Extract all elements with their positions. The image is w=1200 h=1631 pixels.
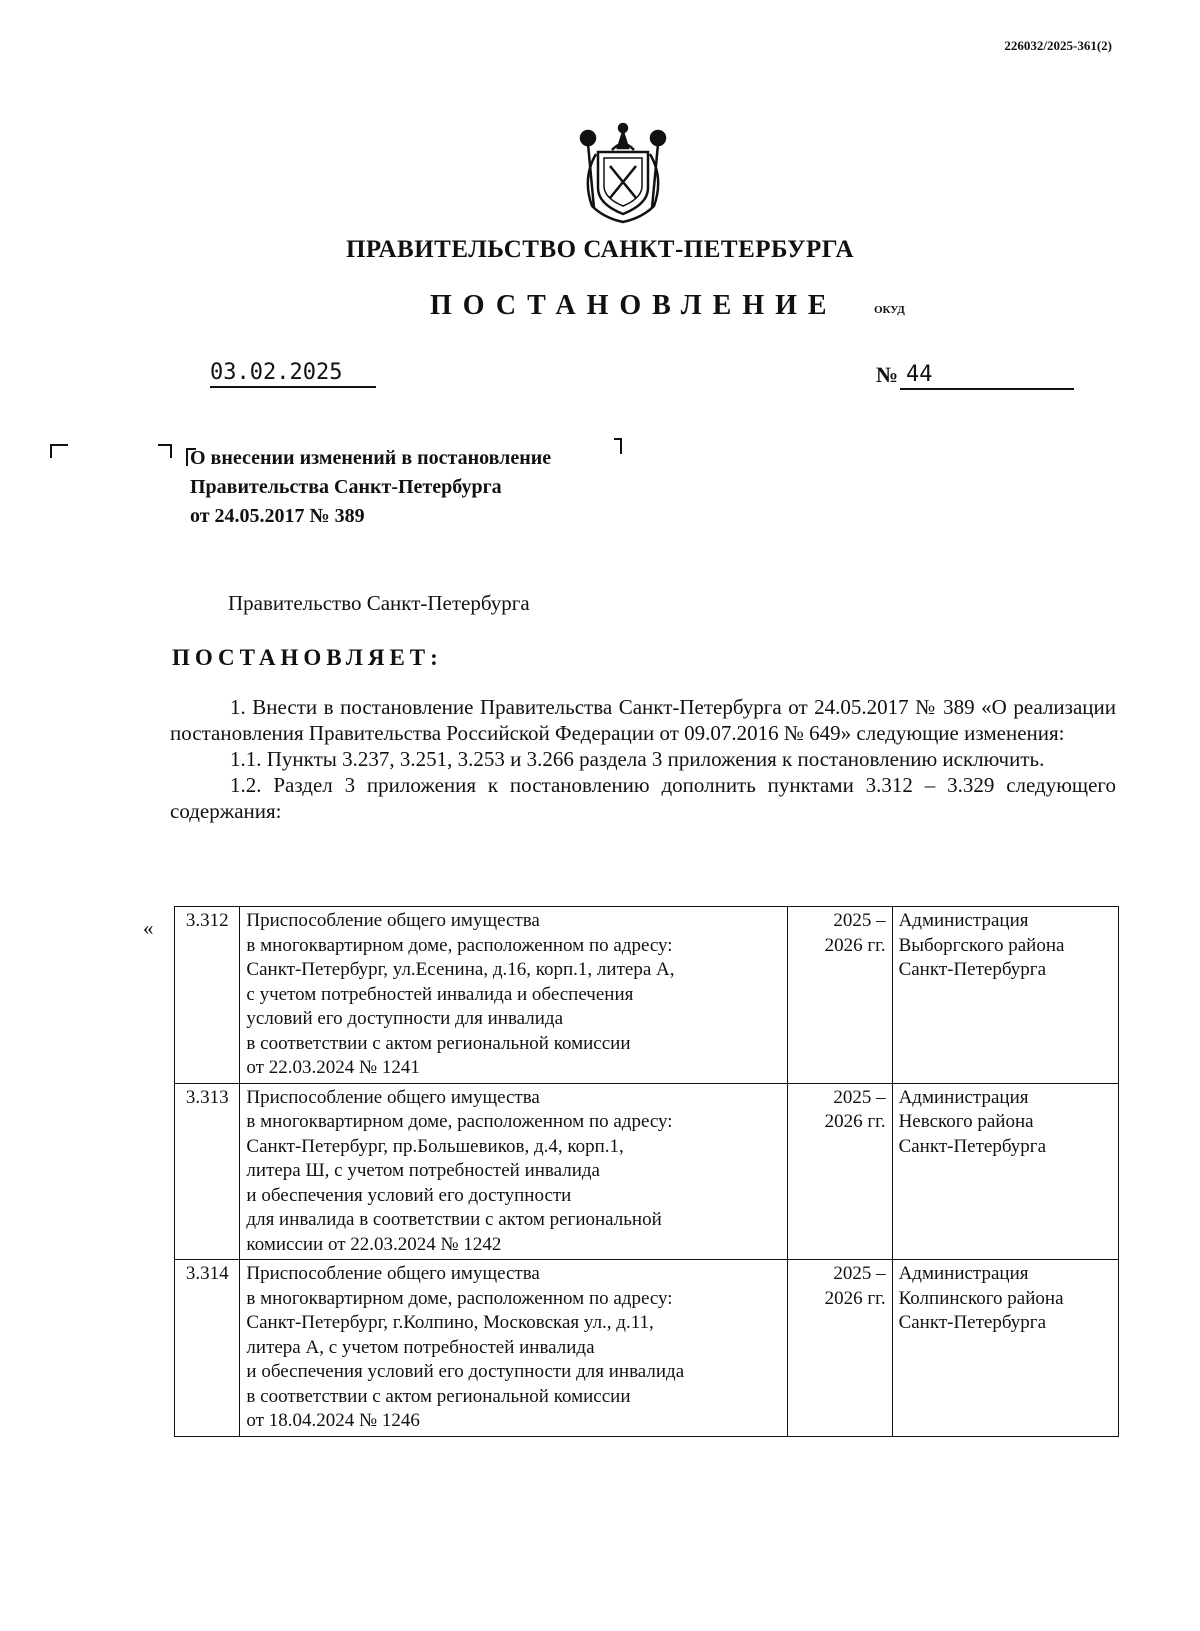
- document-subject: [190, 444, 551, 531]
- executor-line: Администрация: [898, 1263, 1029, 1284]
- item-period: [787, 1083, 892, 1260]
- document-type-title: ПОСТАНОВЛЕНИЕ: [430, 290, 838, 321]
- document-date: 03.02.2025: [210, 360, 376, 388]
- period-line: 2026 гг.: [824, 1287, 886, 1309]
- subject-line: Правительства Санкт-Петербурга: [190, 476, 502, 498]
- description-line: в многоквартирном доме, расположенном по адресу:: [246, 1111, 673, 1132]
- executor-line: Санкт-Петербурга: [898, 1312, 1047, 1333]
- table-row: [175, 1083, 1119, 1260]
- table-row: [175, 907, 1119, 1084]
- description-line: Санкт-Петербург, ул.Есенина, д.16, корп.1, литера А,: [246, 959, 675, 980]
- body-paragraph: 1.2. Раздел 3 приложения к постановлению дополнить пунктами 3.312 – 3.329 следующего содержания:: [170, 773, 1116, 823]
- executor-line: Колпинского района: [898, 1287, 1064, 1309]
- description-line: в соответствии с актом региональной комиссии: [246, 1385, 631, 1407]
- subject-line: О внесении изменений в постановление: [190, 447, 552, 469]
- document-registration-code: 226032/2025-361(2): [1004, 38, 1112, 53]
- issuer-line: Правительство Санкт-Петербурга: [228, 591, 530, 615]
- resolves-heading: ПОСТАНОВЛЯЕТ:: [172, 645, 443, 670]
- description-line: литера Ш, с учетом потребностей инвалида: [246, 1160, 600, 1181]
- description-line: Приспособление общего имущества: [246, 1086, 540, 1108]
- item-description: [240, 1260, 787, 1437]
- number-label: №: [876, 362, 899, 387]
- subject-corner-mark: [614, 438, 622, 454]
- subject-corner-mark: [50, 444, 68, 458]
- executor-line: Администрация: [898, 1086, 1029, 1108]
- description-line: Санкт-Петербург, пр.Большевиков, д.4, корп.1,: [246, 1135, 624, 1157]
- item-description: [240, 1083, 787, 1260]
- item-number: 3.313: [175, 1083, 240, 1260]
- description-line: Приспособление общего имущества: [246, 1263, 540, 1284]
- subject-line: от 24.05.2017 № 389: [190, 505, 365, 527]
- subject-corner-mark: [158, 444, 172, 458]
- description-line: комиссии от 22.03.2024 № 1242: [246, 1233, 502, 1255]
- description-line: в многоквартирном доме, расположенном по адресу:: [246, 1287, 673, 1309]
- document-number: 44: [900, 362, 1074, 390]
- item-description: [240, 907, 787, 1084]
- description-line: от 18.04.2024 № 1246: [246, 1410, 420, 1431]
- executor-line: Санкт-Петербурга: [898, 959, 1047, 980]
- description-line: в соответствии с актом региональной комиссии: [246, 1032, 631, 1054]
- item-number: 3.314: [175, 1260, 240, 1437]
- description-line: для инвалида в соответствии с актом региональной: [246, 1209, 662, 1230]
- amendments-table: [174, 906, 1119, 1437]
- table-row: [175, 1260, 1119, 1437]
- executor-line: Санкт-Петербурга: [898, 1135, 1047, 1157]
- description-line: от 22.03.2024 № 1241: [246, 1057, 420, 1078]
- item-executor: [892, 907, 1118, 1084]
- okud-label: ОКУД: [874, 304, 905, 316]
- executor-line: Выборгского района: [898, 934, 1065, 956]
- period-line: 2026 гг.: [824, 1111, 886, 1132]
- description-line: литера А, с учетом потребностей инвалида: [246, 1336, 595, 1358]
- government-title: ПРАВИТЕЛЬСТВО САНКТ-ПЕТЕРБУРГА: [345, 236, 855, 263]
- period-line: 2025 –: [833, 910, 886, 931]
- description-line: с учетом потребностей инвалида и обеспечения: [246, 983, 634, 1005]
- item-executor: [892, 1260, 1118, 1437]
- body-paragraph: 1.1. Пункты 3.237, 3.251, 3.253 и 3.266 раздела 3 приложения к постановлению исключить.: [230, 747, 1045, 771]
- description-line: Санкт-Петербург, г.Колпино, Московская ул., д.11,: [246, 1312, 654, 1333]
- opening-quote: «: [143, 916, 154, 940]
- description-line: условий его доступности для инвалида: [246, 1008, 564, 1029]
- item-period: [787, 907, 892, 1084]
- description-line: и обеспечения условий его доступности: [246, 1184, 572, 1206]
- item-period: [787, 1260, 892, 1437]
- executor-line: Администрация: [898, 910, 1029, 931]
- item-number: 3.312: [175, 907, 240, 1084]
- body-paragraph: 1. Внести в постановление Правительства Санкт-Петербурга от 24.05.2017 № 389 «О реализации постановления Правительства Российской Федерации от 09.07.2016 № 649» следующие изменения:: [170, 695, 1116, 745]
- description-line: в многоквартирном доме, расположенном по адресу:: [246, 934, 673, 956]
- item-executor: [892, 1083, 1118, 1260]
- description-line: Приспособление общего имущества: [246, 910, 540, 931]
- coat-of-arms-icon: [574, 118, 672, 226]
- decree-body: [170, 694, 1116, 824]
- description-line: и обеспечения условий его доступности для инвалида: [246, 1361, 685, 1382]
- period-line: 2026 гг.: [824, 934, 886, 956]
- period-line: 2025 –: [833, 1263, 886, 1284]
- executor-line: Невского района: [898, 1111, 1034, 1132]
- period-line: 2025 –: [833, 1086, 886, 1108]
